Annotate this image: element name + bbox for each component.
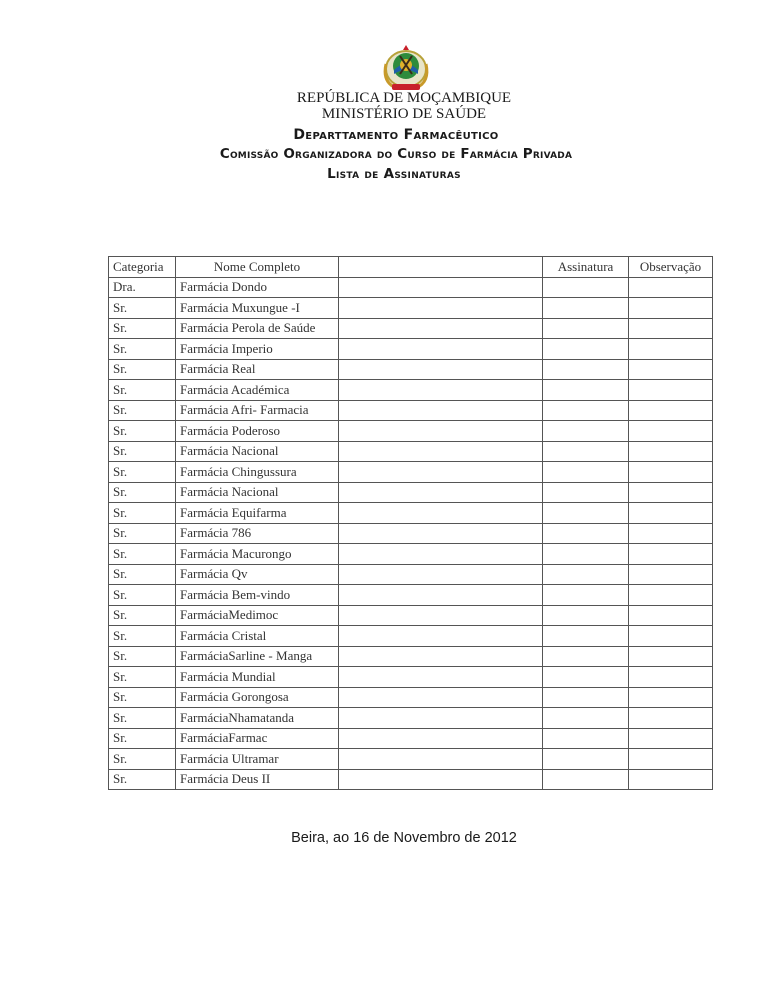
header-blank bbox=[339, 257, 543, 278]
row-category: Sr. bbox=[109, 544, 176, 565]
table-row bbox=[109, 359, 713, 380]
row-full-name: Farmácia Dondo bbox=[176, 277, 339, 298]
row-signature-cell[interactable] bbox=[543, 380, 629, 401]
row-full-name: Farmácia Real bbox=[176, 359, 339, 380]
mozambique-emblem-icon bbox=[378, 44, 434, 94]
row-category: Sr. bbox=[109, 646, 176, 667]
row-full-name: Farmácia Nacional bbox=[176, 482, 339, 503]
row-signature-cell[interactable] bbox=[543, 564, 629, 585]
table-row bbox=[109, 728, 713, 749]
row-signature-cell[interactable] bbox=[543, 728, 629, 749]
row-blank-cell bbox=[339, 318, 543, 339]
row-observation-cell[interactable] bbox=[629, 749, 713, 770]
row-blank-cell bbox=[339, 769, 543, 790]
signature-table bbox=[108, 256, 713, 790]
table-row bbox=[109, 687, 713, 708]
row-full-name: Farmácia Ultramar bbox=[176, 749, 339, 770]
row-category: Sr. bbox=[109, 687, 176, 708]
row-category: Sr. bbox=[109, 708, 176, 729]
table-row bbox=[109, 544, 713, 565]
row-observation-cell[interactable] bbox=[629, 687, 713, 708]
row-full-name: Farmácia Gorongosa bbox=[176, 687, 339, 708]
row-full-name: Farmácia Académica bbox=[176, 380, 339, 401]
row-signature-cell[interactable] bbox=[543, 708, 629, 729]
table-row bbox=[109, 462, 713, 483]
row-category: Sr. bbox=[109, 339, 176, 360]
row-observation-cell[interactable] bbox=[629, 708, 713, 729]
row-observation-cell[interactable] bbox=[629, 769, 713, 790]
row-observation-cell[interactable] bbox=[629, 339, 713, 360]
row-category: Sr. bbox=[109, 749, 176, 770]
table-row bbox=[109, 708, 713, 729]
list-title: Lista de Assinaturas bbox=[327, 166, 461, 182]
row-blank-cell bbox=[339, 462, 543, 483]
row-full-name: Farmácia Nacional bbox=[176, 441, 339, 462]
row-full-name: FarmáciaSarline - Manga bbox=[176, 646, 339, 667]
row-signature-cell[interactable] bbox=[543, 646, 629, 667]
country-heading: REPÚBLICA DE MOÇAMBIQUE bbox=[296, 90, 512, 106]
table-row bbox=[109, 585, 713, 606]
row-signature-cell[interactable] bbox=[543, 339, 629, 360]
row-blank-cell bbox=[339, 605, 543, 626]
row-category: Sr. bbox=[109, 585, 176, 606]
row-signature-cell[interactable] bbox=[543, 667, 629, 688]
row-blank-cell bbox=[339, 277, 543, 298]
row-signature-cell[interactable] bbox=[543, 523, 629, 544]
row-observation-cell[interactable] bbox=[629, 564, 713, 585]
row-observation-cell[interactable] bbox=[629, 359, 713, 380]
row-signature-cell[interactable] bbox=[543, 318, 629, 339]
row-signature-cell[interactable] bbox=[543, 605, 629, 626]
row-blank-cell bbox=[339, 523, 543, 544]
header-category: Categoria bbox=[109, 257, 176, 278]
row-full-name: FarmáciaFarmac bbox=[176, 728, 339, 749]
row-blank-cell bbox=[339, 380, 543, 401]
row-observation-cell[interactable] bbox=[629, 523, 713, 544]
row-blank-cell bbox=[339, 503, 543, 524]
row-observation-cell[interactable] bbox=[629, 421, 713, 442]
table-row bbox=[109, 380, 713, 401]
row-observation-cell[interactable] bbox=[629, 503, 713, 524]
row-observation-cell[interactable] bbox=[629, 400, 713, 421]
row-category: Sr. bbox=[109, 359, 176, 380]
row-blank-cell bbox=[339, 400, 543, 421]
row-full-name: Farmácia Mundial bbox=[176, 667, 339, 688]
row-signature-cell[interactable] bbox=[543, 421, 629, 442]
row-signature-cell[interactable] bbox=[543, 503, 629, 524]
row-category: Sr. bbox=[109, 482, 176, 503]
table-row bbox=[109, 421, 713, 442]
row-blank-cell bbox=[339, 626, 543, 647]
row-observation-cell[interactable] bbox=[629, 728, 713, 749]
row-category: Sr. bbox=[109, 421, 176, 442]
row-observation-cell[interactable] bbox=[629, 380, 713, 401]
table-row bbox=[109, 667, 713, 688]
table-row bbox=[109, 605, 713, 626]
row-blank-cell bbox=[339, 482, 543, 503]
table-row bbox=[109, 503, 713, 524]
row-full-name: Farmácia Imperio bbox=[176, 339, 339, 360]
row-category: Sr. bbox=[109, 298, 176, 319]
row-full-name: FarmáciaMedimoc bbox=[176, 605, 339, 626]
header-signature: Assinatura bbox=[543, 257, 629, 278]
row-blank-cell bbox=[339, 646, 543, 667]
row-full-name: Farmácia Muxungue -I bbox=[176, 298, 339, 319]
table-row bbox=[109, 523, 713, 544]
row-category: Sr. bbox=[109, 523, 176, 544]
row-blank-cell bbox=[339, 544, 543, 565]
row-category: Sr. bbox=[109, 626, 176, 647]
row-signature-cell[interactable] bbox=[543, 585, 629, 606]
row-observation-cell[interactable] bbox=[629, 318, 713, 339]
row-category: Sr. bbox=[109, 503, 176, 524]
row-observation-cell[interactable] bbox=[629, 544, 713, 565]
ministry-heading: MINISTÉRIO DE SAÚDE bbox=[321, 106, 487, 122]
row-observation-cell[interactable] bbox=[629, 626, 713, 647]
row-full-name: Farmácia Bem-vindo bbox=[176, 585, 339, 606]
commission-heading: Comissão Organizadora do Curso de Farmácia Privada bbox=[219, 146, 573, 162]
row-category: Sr. bbox=[109, 564, 176, 585]
table-row bbox=[109, 298, 713, 319]
row-full-name: FarmáciaNhamatanda bbox=[176, 708, 339, 729]
header-observation: Observação bbox=[629, 257, 713, 278]
row-blank-cell bbox=[339, 298, 543, 319]
row-full-name: Farmácia Afri- Farmacia bbox=[176, 400, 339, 421]
row-signature-cell[interactable] bbox=[543, 441, 629, 462]
table-row bbox=[109, 400, 713, 421]
place-date: Beira, ao 16 de Novembro de 2012 bbox=[291, 830, 517, 846]
row-observation-cell[interactable] bbox=[629, 277, 713, 298]
row-full-name: Farmácia Chingussura bbox=[176, 462, 339, 483]
table-header-row bbox=[109, 257, 713, 278]
table-row bbox=[109, 646, 713, 667]
row-signature-cell[interactable] bbox=[543, 482, 629, 503]
row-category: Sr. bbox=[109, 400, 176, 421]
row-blank-cell bbox=[339, 359, 543, 380]
table-row bbox=[109, 339, 713, 360]
table-row bbox=[109, 277, 713, 298]
row-full-name: Farmácia Poderoso bbox=[176, 421, 339, 442]
row-blank-cell bbox=[339, 564, 543, 585]
row-category: Sr. bbox=[109, 380, 176, 401]
row-blank-cell bbox=[339, 728, 543, 749]
row-signature-cell[interactable] bbox=[543, 462, 629, 483]
row-full-name: Farmácia Qv bbox=[176, 564, 339, 585]
row-full-name: Farmácia Perola de Saúde bbox=[176, 318, 339, 339]
department-heading: Departtamento Farmacêutico bbox=[293, 127, 499, 143]
row-signature-cell[interactable] bbox=[543, 626, 629, 647]
row-observation-cell[interactable] bbox=[629, 298, 713, 319]
row-category: Sr. bbox=[109, 462, 176, 483]
row-category: Sr. bbox=[109, 769, 176, 790]
table-row bbox=[109, 482, 713, 503]
row-full-name: Farmácia 786 bbox=[176, 523, 339, 544]
row-category: Dra. bbox=[109, 277, 176, 298]
row-blank-cell bbox=[339, 339, 543, 360]
row-category: Sr. bbox=[109, 318, 176, 339]
row-observation-cell[interactable] bbox=[629, 646, 713, 667]
row-signature-cell[interactable] bbox=[543, 400, 629, 421]
row-signature-cell[interactable] bbox=[543, 277, 629, 298]
row-blank-cell bbox=[339, 667, 543, 688]
row-category: Sr. bbox=[109, 728, 176, 749]
row-signature-cell[interactable] bbox=[543, 359, 629, 380]
row-blank-cell bbox=[339, 421, 543, 442]
row-full-name: Farmácia Equifarma bbox=[176, 503, 339, 524]
table-row bbox=[109, 564, 713, 585]
row-blank-cell bbox=[339, 708, 543, 729]
row-observation-cell[interactable] bbox=[629, 462, 713, 483]
row-signature-cell[interactable] bbox=[543, 298, 629, 319]
row-signature-cell[interactable] bbox=[543, 769, 629, 790]
table-row bbox=[109, 626, 713, 647]
header-full-name: Nome Completo bbox=[176, 257, 339, 278]
row-observation-cell[interactable] bbox=[629, 441, 713, 462]
table-row bbox=[109, 749, 713, 770]
row-blank-cell bbox=[339, 585, 543, 606]
row-observation-cell[interactable] bbox=[629, 585, 713, 606]
row-blank-cell bbox=[339, 749, 543, 770]
row-observation-cell[interactable] bbox=[629, 667, 713, 688]
table-row bbox=[109, 769, 713, 790]
row-observation-cell[interactable] bbox=[629, 605, 713, 626]
row-blank-cell bbox=[339, 441, 543, 462]
row-category: Sr. bbox=[109, 667, 176, 688]
row-signature-cell[interactable] bbox=[543, 687, 629, 708]
table-row bbox=[109, 441, 713, 462]
row-category: Sr. bbox=[109, 441, 176, 462]
row-signature-cell[interactable] bbox=[543, 544, 629, 565]
row-full-name: Farmácia Deus II bbox=[176, 769, 339, 790]
row-observation-cell[interactable] bbox=[629, 482, 713, 503]
row-category: Sr. bbox=[109, 605, 176, 626]
row-full-name: Farmácia Macurongo bbox=[176, 544, 339, 565]
table-row bbox=[109, 318, 713, 339]
row-full-name: Farmácia Cristal bbox=[176, 626, 339, 647]
row-blank-cell bbox=[339, 687, 543, 708]
row-signature-cell[interactable] bbox=[543, 749, 629, 770]
